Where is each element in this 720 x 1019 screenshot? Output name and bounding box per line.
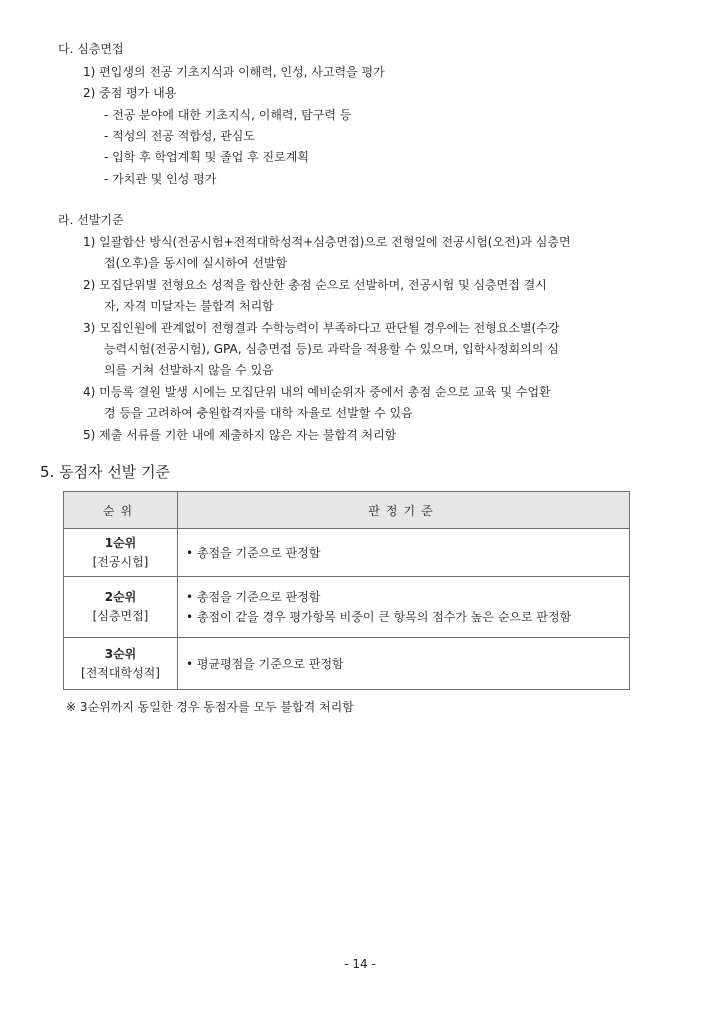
section-5-heading: 5. 동점자 선발 기준 <box>40 463 171 481</box>
section-da-item-2: 2) 중점 평가 내용 <box>83 86 177 100</box>
table-row <box>64 577 630 638</box>
section-ra-line-10: 5) 제출 서류를 기한 내에 제출하지 않은 자는 불합격 처리함 <box>83 428 397 442</box>
criteria-cell <box>178 577 630 638</box>
section-da-item-1: 1) 편입생의 전공 기초지식과 이해력, 인성, 사고력을 평가 <box>83 65 385 79</box>
rank-label: 2순위 <box>104 590 137 604</box>
rank-cell <box>64 529 178 577</box>
criteria-item: • 평균평점을 기준으로 판정함 <box>186 656 344 671</box>
section-ra-line-6: 능력시험(전공시험), GPA, 심층면접 등)로 과락을 적용할 수 있으며, 입학사정회의의 심 <box>104 342 559 356</box>
table-row <box>64 638 630 690</box>
section-ra-line-2: 접(오후)을 동시에 실시하여 선발함 <box>104 256 288 270</box>
table-header-criteria: 판정기준 <box>178 492 630 529</box>
criteria-item: • 총점을 기준으로 판정함 <box>186 590 321 604</box>
rank-sublabel: [전공시험] <box>92 554 149 569</box>
section-ra-line-4: 자, 자격 미달자는 불합격 처리함 <box>104 299 274 313</box>
table-header-rank: 순위 <box>64 492 178 529</box>
rank-sublabel: [전적대학성적] <box>81 665 160 680</box>
section-ra-line-9: 경 등을 고려하여 충원합격자를 대학 자율로 선발할 수 있음 <box>104 406 413 420</box>
section-da-subitem-3: - 입학 후 학업계획 및 졸업 후 진로계획 <box>104 150 309 164</box>
criteria-item: • 총점을 기준으로 판정함 <box>186 545 321 560</box>
section-da-subitem-2: - 적성의 전공 적합성, 관심도 <box>104 129 255 143</box>
rank-label: 3순위 <box>104 646 137 661</box>
section-ra-heading: 라. 선발기준 <box>58 213 124 227</box>
rank-label: 1순위 <box>104 535 137 550</box>
section-ra-line-5: 3) 모집인원에 관계없이 전형결과 수학능력이 부족하다고 판단될 경우에는 전형요소별(수강 <box>83 321 560 335</box>
section-ra-line-1: 1) 일괄합산 방식(전공시험+전적대학성적+심층면접)으로 전형일에 전공시험(오전)과 심층면 <box>83 235 571 249</box>
section-ra-line-8: 4) 미등록 결원 발생 시에는 모집단위 내의 예비순위자 중에서 총점 순으로 교육 및 수업환 <box>83 385 551 399</box>
section-da-subitem-4: - 가치관 및 인성 평가 <box>104 172 217 186</box>
tiebreak-table <box>63 491 630 690</box>
table-row <box>64 529 630 577</box>
rank-cell <box>64 577 178 638</box>
section-ra-line-7: 의를 거쳐 선발하지 않을 수 있음 <box>104 363 274 377</box>
tiebreak-note: ※ 3순위까지 동일한 경우 동점자를 모두 불합격 처리함 <box>66 700 354 714</box>
section-da-subitem-1: - 전공 분야에 대한 기초지식, 이해력, 탐구력 등 <box>104 108 352 122</box>
rank-sublabel: [심층면접] <box>92 609 149 623</box>
criteria-cell <box>178 638 630 690</box>
table-header-row <box>64 492 630 529</box>
criteria-item: • 총점이 같을 경우 평가항목 비중이 큰 항목의 점수가 높은 순으로 판정함 <box>186 610 572 624</box>
criteria-cell <box>178 529 630 577</box>
page-number: - 14 - <box>344 957 376 971</box>
section-da-heading: 다. 심층면접 <box>58 42 124 56</box>
rank-cell <box>64 638 178 690</box>
section-ra-line-3: 2) 모집단위별 전형요소 성적을 합산한 총점 순으로 선발하며, 전공시험 및 심층면접 결시 <box>83 278 547 292</box>
